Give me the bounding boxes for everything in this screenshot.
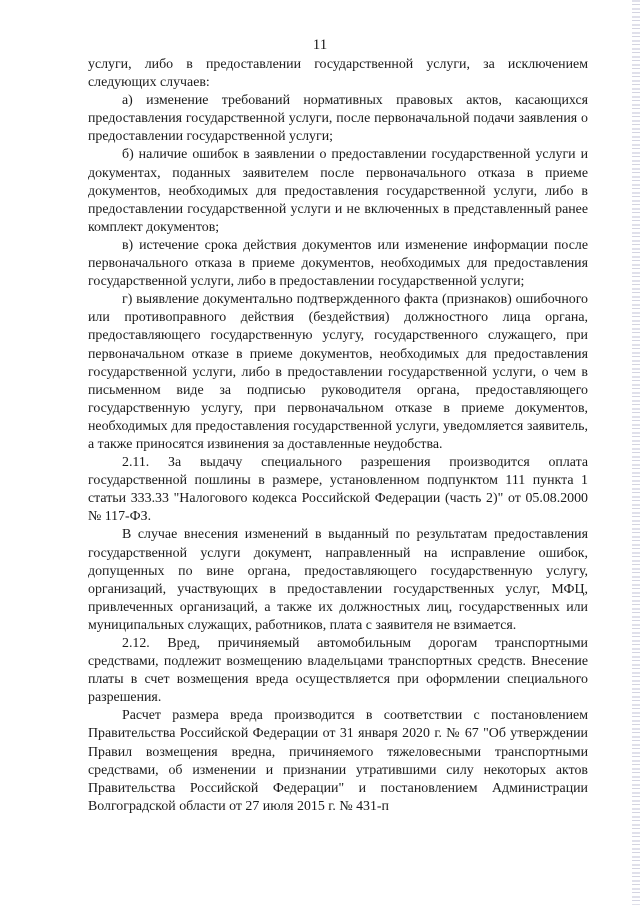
paragraph-case-b: б) наличие ошибок в заявлении о предоставлении государственной услуги и документах, поданных заявителем после первоначального отказа в приеме документов, необходимых для предоставления государственной услуги, либо в предоставлении государственной услуги и не включенных в представленный ранее комплект документов; <box>88 147 588 235</box>
paragraph-fee-exemption: В случае внесения изменений в выданный по результатам предоставления государственной услуги документ, направленный на исправление ошибок, допущенных по вине органа, предоставляющего государственную услугу, организаций, участвующих в предоставлении государственных услуг, МФЦ, привлеченных организаций, а также их должностных лиц, государственных или муниципальных служащих, работников, плата с заявителя не взимается. <box>88 527 588 633</box>
paragraph-case-a: а) изменение требований нормативных правовых актов, касающихся предоставления государственной услуги, после первоначальной подачи заявления о предоставлении государственной услуги; <box>88 93 588 145</box>
paragraph-case-c: в) истечение срока действия документов или изменение информации после первоначального отказа в приеме документов, необходимых для предоставления государственной услуги, либо в предоставлении государственной услуги; <box>88 237 588 290</box>
paragraph-section-2-12: 2.12. Вред, причиняемый автомобильным дорогам транспортными средствами, подлежит возмещению владельцами транспортных средств. Внесение платы в счет возмещения вреда осуществляется при оформлении специального разрешения. <box>88 636 588 706</box>
paragraph-damage-calculation: Расчет размера вреда производится в соответствии с постановлением Правительства Российской Федерации от 31 января 2020 г. № 67 "Об утверждении Правил возмещения вредна, причиняемого тяжеловесными транспортными средствами, об изменении и признании утратившими силу некоторых актов Правительства Российской Федерации" и постановлением Администрации Волгоградской области от 27 июля 2015 г. № 431-п <box>88 708 588 814</box>
scan-edge-stamp <box>632 0 640 905</box>
page-number: 11 <box>312 37 328 53</box>
document-body <box>88 56 588 816</box>
paragraph-case-d: г) выявление документально подтвержденного факта (признаков) ошибочного или противоправного действия (бездействия) должностного лица органа, предоставляющего государственную услугу, государственного служащего, при первоначальном отказе в приеме документов, необходимых для предоставления государственной услуги, либо в предоставлении государственной услуги, о чем в письменном виде за подписью руководителя органа, предоставляющего государственную услугу, при первоначальном отказе в приеме документов, необходимых для предоставления государственной услуги, уведомляется заявитель, а также приносятся извинения за доставленные неудобства. <box>88 292 588 452</box>
paragraph-section-2-11: 2.11. За выдачу специального разрешения производится оплата государственной пошлины в размере, установленном подпунктом 111 пункта 1 статьи 333.33 "Налогового кодекса Российской Федерации (часть 2)" от 05.08.2000 № 117-ФЗ. <box>88 455 588 525</box>
paragraph-continuation: услуги, либо в предоставлении государственной услуги, за исключением следующих случаев: <box>88 57 588 91</box>
